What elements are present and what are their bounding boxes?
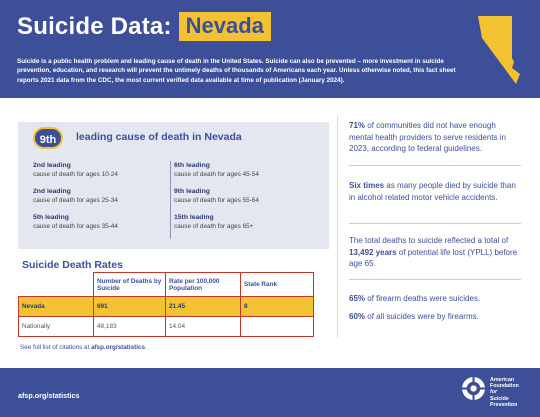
table-cell: 691 — [94, 297, 166, 317]
rank-item — [33, 161, 173, 179]
fact-firearm-deaths — [349, 293, 521, 305]
logo-line: for — [490, 389, 498, 396]
table-header-cell: Rate per 100,000 Population — [166, 273, 241, 297]
fact-text: of potential life lost (YPLL) before age 65. — [349, 247, 518, 268]
column-divider — [337, 116, 338, 338]
panel-divider — [170, 161, 171, 239]
footer-banner — [0, 368, 540, 417]
fact-stat: 71% — [349, 121, 366, 130]
table-header-cell — [19, 273, 94, 297]
rank-item — [174, 187, 314, 205]
table-cell: 21.45 — [166, 297, 241, 317]
fact-stat: Six times — [349, 181, 385, 190]
nevada-state-outline-icon — [476, 14, 526, 86]
logo-line: Suicide — [490, 395, 509, 402]
rank-item-desc: cause of death for ages 45-54 — [174, 171, 259, 178]
logo-line: Foundation — [490, 383, 519, 390]
footer-url-link[interactable]: afsp.org/statistics — [18, 391, 80, 400]
fact-stat: 60% — [349, 312, 366, 321]
overall-rank-label: leading cause of death in Nevada — [76, 131, 242, 143]
table-header-cell: Number of Deaths by Suicide — [94, 273, 166, 297]
rank-item-title: 15th leading — [174, 214, 214, 221]
table-header-row — [19, 273, 314, 297]
rates-section-title: Suicide Death Rates — [22, 259, 123, 271]
citation-link[interactable]: afsp.org/statistics — [91, 344, 145, 351]
fact-motor-vehicle — [349, 180, 521, 203]
fact-text: of communities did not have enough mental health providers to serve residents in 2023, according to federal guidelines. — [349, 121, 506, 153]
table-cell: 14.04 — [166, 317, 241, 337]
rank-item — [33, 213, 173, 231]
fact-text: of all suicides were by firearms. — [365, 312, 479, 321]
afsp-logo-wordmark — [490, 377, 536, 408]
logo-line: Prevention — [490, 401, 518, 408]
overall-rank-badge: 9th — [33, 127, 63, 149]
afsp-logo-icon — [461, 376, 486, 401]
table-cell — [241, 317, 314, 337]
rank-item — [33, 187, 173, 205]
state-name-badge: Nevada — [179, 12, 271, 41]
table-cell: 48,183 — [94, 317, 166, 337]
rank-item — [174, 213, 314, 231]
rank-item-title: 6th leading — [174, 162, 210, 169]
logo-line: American — [490, 377, 515, 383]
rank-item-title: 5th leading — [33, 214, 69, 221]
rank-item-title: 9th leading — [174, 188, 210, 195]
rank-item-desc: cause of death for ages 65+ — [174, 223, 254, 230]
table-cell: 8 — [241, 297, 314, 317]
rank-item-title: 2nd leading — [33, 188, 71, 195]
fact-mental-health-providers — [349, 120, 521, 155]
ranking-panel — [18, 122, 329, 249]
rank-item-desc: cause of death for ages 55-64 — [174, 197, 259, 204]
table-cell: Nationally — [19, 317, 94, 337]
table-cell: Nevada — [19, 297, 94, 317]
header-banner — [0, 0, 540, 98]
rank-item-desc: cause of death for ages 35-44 — [33, 223, 118, 230]
table-row — [19, 317, 314, 337]
page-title — [17, 12, 271, 41]
rank-item-desc: cause of death for ages 25-34 — [33, 197, 118, 204]
fact-divider — [349, 279, 521, 280]
rank-item — [174, 161, 314, 179]
citation-prefix: See full list of citations at — [20, 344, 92, 351]
fact-divider — [349, 223, 521, 224]
fact-text: The total deaths to suicide reflected a total of — [349, 236, 509, 245]
citation-suffix: . — [144, 344, 147, 351]
fact-firearm-suicides — [349, 311, 521, 323]
fact-divider — [349, 165, 521, 166]
table-header-cell: State Rank — [241, 273, 314, 297]
fact-stat: 13,492 years — [349, 247, 397, 257]
table-row — [19, 297, 314, 317]
fact-stat: 65% — [349, 294, 366, 303]
rank-item-title: 2nd leading — [33, 162, 71, 169]
title-text: Suicide Data: — [17, 12, 172, 40]
suicide-rates-table — [18, 272, 314, 337]
fact-text: as many people died by suicide than in alcohol related motor vehicle accidents. — [349, 181, 516, 202]
rank-item-desc: cause of death for ages 10-24 — [33, 171, 118, 178]
intro-paragraph: Suicide is a public health problem and leading cause of death in the United States. Suicide can also be prevented – more investment in suicide prevention, education, and research will prevent the untimely deaths of thousands of Americans each year. Unless otherwise noted, this fact sheet reports 2021 data from the CDC, the most current verified data available at time of publication (January 2024). — [17, 58, 456, 84]
fact-text: of firearm deaths were suicides. — [365, 294, 481, 303]
citation-note — [20, 344, 147, 351]
fact-ypll — [349, 235, 521, 270]
